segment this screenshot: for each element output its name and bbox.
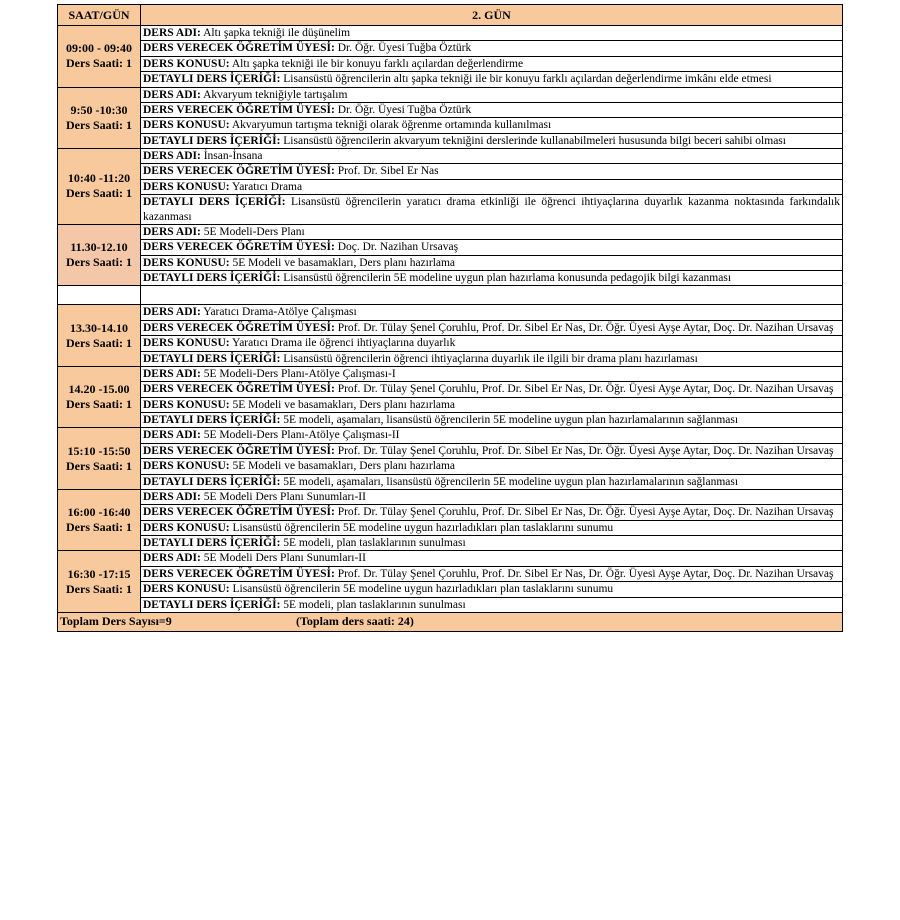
session-row [58, 566, 843, 581]
session-row [58, 459, 843, 474]
session-row [58, 582, 843, 597]
field-label: DERS KONUSU: [143, 521, 230, 534]
field-value: Dr. Öğr. Üyesi Tuğba Öztürk [337, 42, 472, 55]
session-time-cell [58, 149, 141, 225]
session-ders-adi-cell [141, 305, 843, 320]
field-value: Yaratıcı Drama [232, 180, 303, 193]
session-detayli-cell [141, 351, 843, 366]
session-row [58, 382, 843, 397]
session-row [58, 505, 843, 520]
session-time: 16:00 -16:40 [67, 505, 131, 520]
session-row [58, 118, 843, 133]
field-value: Lisansüstü öğrencilerin yaratıcı drama etkinliği ile öğrenci ihtiyaçlarına duyarlık kazanma noktasında farkındalık kazanması [143, 196, 840, 223]
field-label: DERS VERECEK ÖĞRETİM ÜYESİ: [143, 241, 335, 254]
session-row [58, 428, 843, 443]
field-value: Lisansüstü öğrencilerin altı şapka tekniği ile bir konuyu farklı açılardan değerlendirme imkânı elde etmesi [283, 73, 772, 86]
footer-cell [58, 612, 843, 631]
session-ders-konusu-cell [141, 118, 843, 133]
field-value: Altı şapka tekniği ile bir konuyu farklı açılardan değerlendirme [231, 57, 524, 70]
session-row [58, 255, 843, 270]
session-ders-adi-cell [141, 224, 843, 239]
session-time-cell [58, 366, 141, 428]
session-hours: Ders Saati: 1 [66, 581, 132, 596]
session-time: 11.30-12.10 [70, 240, 128, 255]
field-value: İnsan-İnsana [203, 150, 263, 162]
field-label: DERS VERECEK ÖĞRETİM ÜYESİ: [143, 506, 335, 519]
session-time-cell [58, 551, 141, 613]
field-value: 5E Modeli-Ders Planı [203, 225, 305, 238]
session-ders-konusu-cell [141, 582, 843, 597]
session-row [58, 133, 843, 148]
field-value: Lisansüstü öğrencilerin 5E modeline uygun hazırladıkları plan taslaklarını sunumu [232, 521, 614, 534]
field-value: 5E modeli, aşamaları, lisansüstü öğrencilerin 5E modeline uygun plan hazırlamalarının sağlanması [283, 414, 739, 426]
session-ders-adi-cell [141, 26, 843, 41]
lunch-break-time [58, 286, 141, 305]
session-detayli-cell [141, 597, 843, 612]
field-value: Lisansüstü öğrencilerin 5E modeline uygun plan hazırlama konusunda pedagojik bilgi kazanması [283, 272, 732, 284]
day-column-header: 2. GÜN [141, 5, 843, 26]
field-label: DERS ADI: [143, 490, 201, 503]
session-ders-konusu-cell [141, 520, 843, 535]
session-row [58, 413, 843, 428]
field-label: DERS VERECEK ÖĞRETİM ÜYESİ: [143, 321, 335, 334]
session-hours: Ders Saati: 1 [66, 56, 132, 71]
session-row [58, 149, 843, 164]
field-label: DERS ADI: [143, 225, 201, 238]
session-row [58, 56, 843, 71]
session-ders-adi-cell [141, 428, 843, 443]
session-row [58, 336, 843, 351]
session-ogretim-uyesi-cell [141, 164, 843, 179]
field-value: Akvaryum tekniğiyle tartışalım [203, 88, 348, 101]
session-row [58, 87, 843, 102]
session-row [58, 195, 843, 225]
field-value: 5E Modeli ve basamakları, Ders planı hazırlama [232, 256, 456, 269]
session-detayli-cell [141, 271, 843, 286]
field-label: DERS VERECEK ÖĞRETİM ÜYESİ: [143, 42, 335, 55]
field-label: DERS KONUSU: [143, 180, 230, 193]
field-label: DERS KONUSU: [143, 337, 230, 350]
session-row [58, 520, 843, 535]
field-value: 5E Modeli-Ders Planı-Atölye Çalışması-II [203, 429, 400, 442]
field-value: 5E Modeli-Ders Planı-Atölye Çalışması-I [203, 367, 396, 380]
field-label: DERS KONUSU: [143, 256, 230, 269]
session-ders-konusu-cell [141, 255, 843, 270]
field-value: Prof. Dr. Tülay Şenel Çoruhlu, Prof. Dr. Sibel Er Nas, Dr. Öğr. Üyesi Ayşe Aytar, Doç. Dr. Nazihan Ursavaş [337, 567, 834, 580]
session-time: 13.30-14.10 [70, 320, 128, 335]
session-ders-konusu-cell [141, 56, 843, 71]
field-label: DERS VERECEK ÖĞRETİM ÜYESİ: [143, 165, 335, 178]
field-value: Yaratıcı Drama ile öğrenci ihtiyaçlarına duyarlık [232, 337, 456, 350]
lunch-break-content [141, 286, 843, 305]
session-row [58, 224, 843, 239]
field-label: DETAYLI DERS İÇERİĞİ: [143, 414, 281, 426]
field-label: DERS VERECEK ÖĞRETİM ÜYESİ: [143, 383, 335, 396]
session-row [58, 443, 843, 458]
field-label: DETAYLI DERS İÇERİĞİ: [143, 352, 281, 365]
field-label: DETAYLI DERS İÇERİĞİ: [143, 475, 281, 488]
field-label: DERS ADI: [143, 367, 201, 380]
total-count: Toplam Ders Sayısı=9 [60, 614, 172, 629]
field-value: Prof. Dr. Tülay Şenel Çoruhlu, Prof. Dr. Sibel Er Nas, Dr. Öğr. Üyesi Ayşe Aytar, Doç. Dr. Nazihan Ursavaş [337, 444, 834, 457]
field-label: DERS ADI: [143, 27, 201, 39]
time-column-header: SAAT/GÜN [58, 5, 141, 26]
session-detayli-cell [141, 536, 843, 551]
session-time-cell [58, 428, 141, 490]
field-label: DETAYLI DERS İÇERİĞİ: [143, 537, 281, 549]
session-time: 16:30 -17:15 [67, 566, 131, 581]
session-hours: Ders Saati: 1 [66, 520, 132, 535]
session-ogretim-uyesi-cell [141, 382, 843, 397]
session-row [58, 489, 843, 504]
field-label: DERS KONUSU: [143, 398, 230, 411]
session-ders-konusu-cell [141, 397, 843, 412]
session-ogretim-uyesi-cell [141, 240, 843, 255]
field-label: DERS VERECEK ÖĞRETİM ÜYESİ: [143, 567, 335, 580]
session-row [58, 271, 843, 286]
session-row [58, 536, 843, 551]
field-value: Prof. Dr. Tülay Şenel Çoruhlu, Prof. Dr. Sibel Er Nas, Dr. Öğr. Üyesi Ayşe Aytar, Doç. Dr. Nazihan Ursavaş [337, 321, 834, 334]
field-label: DERS KONUSU: [143, 583, 230, 596]
field-value: Altı şapka tekniği ile düşünelim [203, 27, 351, 39]
field-value: 5E modeli, aşamaları, lisansüstü öğrencilerin 5E modeline uygun plan hazırlamalarının sağlanması [283, 475, 739, 488]
field-label: DERS ADI: [143, 150, 201, 162]
field-label: DERS KONUSU: [143, 57, 230, 70]
session-row [58, 351, 843, 366]
session-hours: Ders Saati: 1 [66, 117, 132, 132]
field-label: DETAYLI DERS İÇERİĞİ: [143, 598, 281, 611]
field-label: DERS KONUSU: [143, 460, 230, 473]
session-ders-konusu-cell [141, 179, 843, 194]
field-label: DERS KONUSU: [143, 119, 230, 132]
session-row [58, 597, 843, 612]
lunch-break-row [58, 286, 843, 305]
session-row [58, 26, 843, 41]
session-detayli-cell [141, 72, 843, 87]
schedule-table [57, 4, 843, 632]
session-time: 10:40 -11:20 [67, 171, 131, 186]
field-label: DERS VERECEK ÖĞRETİM ÜYESİ: [143, 444, 335, 457]
session-ders-adi-cell [141, 489, 843, 504]
session-row [58, 474, 843, 489]
session-ders-adi-cell [141, 551, 843, 566]
session-ders-adi-cell [141, 366, 843, 381]
session-time: 09:00 - 09:40 [66, 41, 132, 56]
session-detayli-cell [141, 133, 843, 148]
field-value: Prof. Dr. Sibel Er Nas [337, 165, 439, 178]
field-value: Lisansüstü öğrencilerin öğrenci ihtiyaçlarına duyarlık ile ilgili bir drama planı hazırlaması [283, 352, 698, 365]
field-label: DERS VERECEK ÖĞRETİM ÜYESİ: [143, 103, 335, 116]
session-row [58, 366, 843, 381]
field-value: Prof. Dr. Tülay Şenel Çoruhlu, Prof. Dr. Sibel Er Nas, Dr. Öğr. Üyesi Ayşe Aytar, Doç. Dr. Nazihan Ursavaş [337, 506, 834, 519]
session-ders-konusu-cell [141, 336, 843, 351]
field-value: Yaratıcı Drama-Atölye Çalışması [203, 306, 357, 319]
session-row [58, 551, 843, 566]
field-label: DERS ADI: [143, 552, 201, 565]
session-hours: Ders Saati: 1 [66, 255, 132, 270]
session-hours: Ders Saati: 1 [66, 458, 132, 473]
field-value: 5E modeli, plan taslaklarının sunulması [283, 537, 466, 549]
session-ogretim-uyesi-cell [141, 320, 843, 335]
session-time: 14.20 -15.00 [68, 382, 130, 397]
session-time-cell [58, 87, 141, 149]
field-value: 5E Modeli Ders Planı Sunumları-II [203, 490, 366, 503]
session-time-cell [58, 305, 141, 367]
field-value: Prof. Dr. Tülay Şenel Çoruhlu, Prof. Dr. Sibel Er Nas, Dr. Öğr. Üyesi Ayşe Aytar, Doç. Dr. Nazihan Ursavaş [337, 383, 834, 396]
header-row [58, 5, 843, 26]
field-value: 5E Modeli ve basamakları, Ders planı hazırlama [232, 460, 456, 473]
session-ogretim-uyesi-cell [141, 41, 843, 56]
field-label: DETAYLI DERS İÇERİĞİ: [143, 196, 286, 209]
session-detayli-cell [141, 195, 843, 225]
session-ogretim-uyesi-cell [141, 505, 843, 520]
session-time-cell [58, 224, 141, 286]
total-hours: (Toplam ders saati: 24) [296, 614, 414, 629]
session-ogretim-uyesi-cell [141, 443, 843, 458]
session-row [58, 72, 843, 87]
field-label: DERS ADI: [143, 88, 201, 101]
field-value: Dr. Öğr. Üyesi Tuğba Öztürk [337, 103, 472, 116]
field-value: Lisansüstü öğrencilerin 5E modeline uygun hazırladıkları plan taslaklarını sunumu [232, 583, 614, 596]
session-time: 9:50 -10:30 [70, 102, 128, 117]
session-ders-konusu-cell [141, 459, 843, 474]
session-hours: Ders Saati: 1 [66, 186, 132, 201]
session-hours: Ders Saati: 1 [66, 335, 132, 350]
field-label: DETAYLI DERS İÇERİĞİ: [143, 272, 281, 284]
session-hours: Ders Saati: 1 [66, 397, 132, 412]
session-row [58, 305, 843, 320]
field-value: 5E Modeli Ders Planı Sunumları-II [203, 552, 366, 565]
field-value: Doç. Dr. Nazihan Ursavaş [337, 241, 459, 254]
field-label: DETAYLI DERS İÇERİĞİ: [143, 134, 281, 147]
session-time-cell [58, 26, 141, 88]
session-row [58, 41, 843, 56]
session-ders-adi-cell [141, 87, 843, 102]
session-row [58, 102, 843, 117]
session-ders-adi-cell [141, 149, 843, 164]
session-ogretim-uyesi-cell [141, 566, 843, 581]
session-detayli-cell [141, 474, 843, 489]
field-label: DERS ADI: [143, 306, 201, 319]
session-time: 15:10 -15:50 [67, 443, 131, 458]
session-row [58, 240, 843, 255]
session-row [58, 397, 843, 412]
field-value: Akvaryumun tartışma tekniği olarak öğrenme ortamında kullanılması [231, 119, 552, 132]
session-row [58, 320, 843, 335]
field-label: DERS ADI: [143, 429, 201, 442]
field-value: Lisansüstü öğrencilerin akvaryum tekniğini derslerinde kullanabilmeleri hususunda bilgi beceri sahibi olması [283, 134, 786, 147]
session-row [58, 164, 843, 179]
session-row [58, 179, 843, 194]
footer-row [58, 612, 843, 631]
session-ogretim-uyesi-cell [141, 102, 843, 117]
session-time-cell [58, 489, 141, 551]
field-value: 5E Modeli ve basamakları, Ders planı hazırlama [232, 398, 456, 411]
session-detayli-cell [141, 413, 843, 428]
field-value: 5E modeli, plan taslaklarının sunulması [283, 598, 466, 611]
field-label: DETAYLI DERS İÇERİĞİ: [143, 73, 281, 86]
